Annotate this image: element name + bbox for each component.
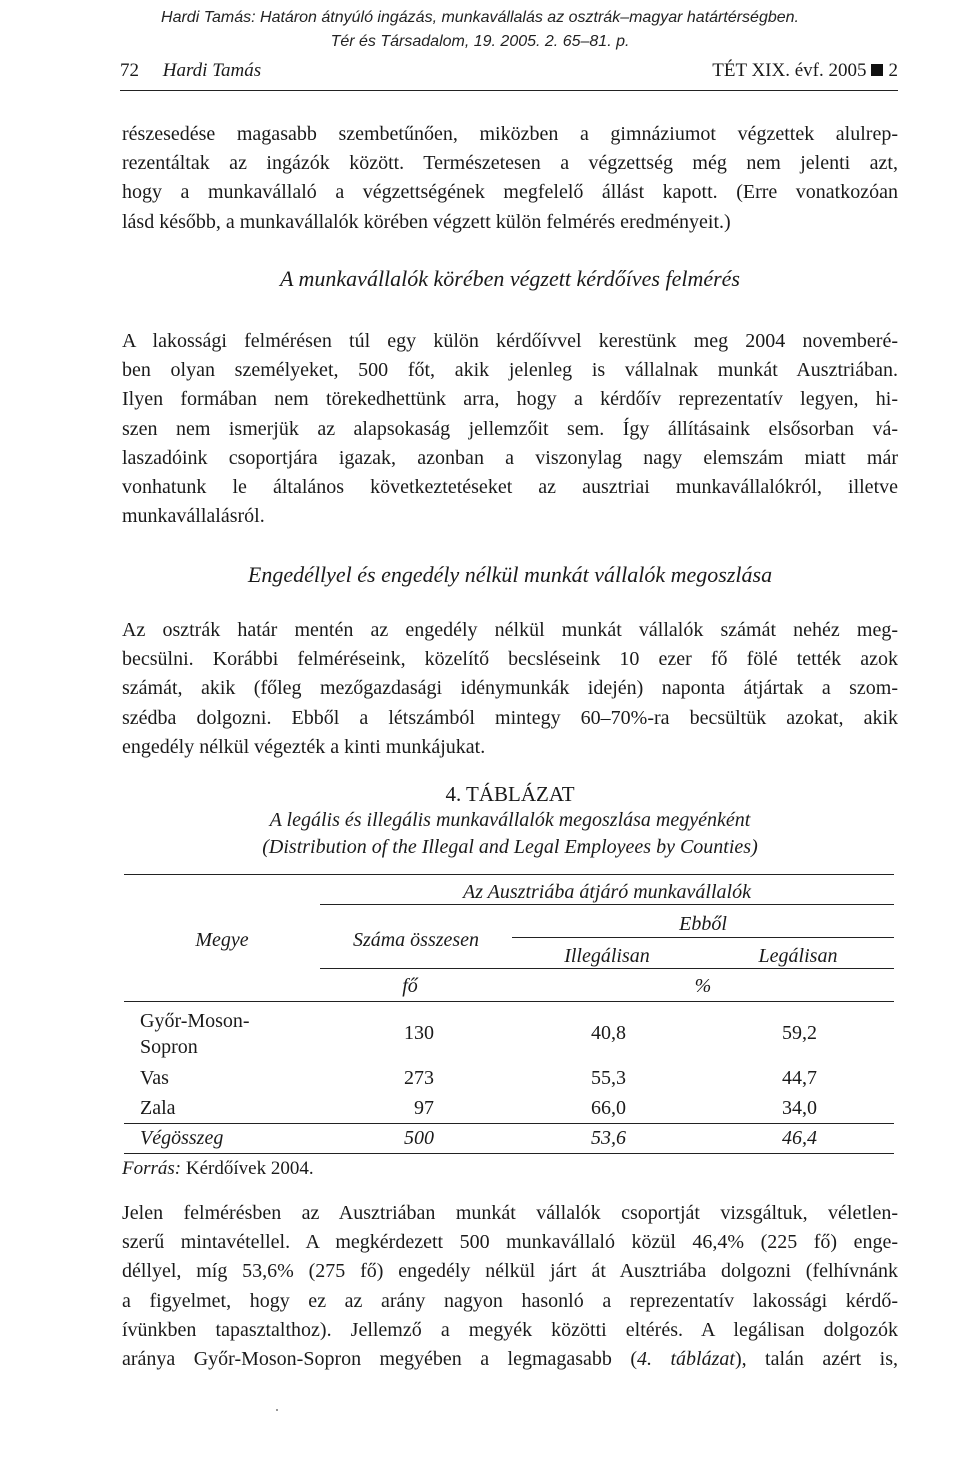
cell-county-total: Végösszeg	[140, 1127, 224, 1149]
header-of-which-rule	[512, 937, 894, 938]
header-bottom-rule	[124, 1001, 894, 1002]
section-heading-permits: Engedéllyel és engedély nélkül munkát vállalók megoszlása	[247, 562, 773, 587]
section-heading-survey: A munkavállalók körében végzett kérdőíves felmérés	[279, 266, 740, 291]
header-county: Megye	[195, 929, 249, 951]
cell-illegal: 40,8	[591, 1022, 626, 1044]
running-head-left	[120, 60, 261, 82]
running-head	[120, 60, 898, 91]
text-line: ívünkben tapasztalthoz). Jellemző a megyék közötti eltérés. A legálisan dolgozók	[122, 1318, 898, 1341]
cell-legal-total: 46,4	[782, 1127, 817, 1149]
text-line: rezentáltak az ingázók között. Természetesen a végzettség még nem jelenti azt,	[122, 152, 898, 175]
issue-number: 2	[888, 60, 898, 81]
page-number: 72	[120, 60, 139, 81]
cell-county: Győr-Moson-	[140, 1010, 250, 1032]
paragraph-3	[122, 616, 898, 762]
source-label: Forrás:	[122, 1158, 182, 1179]
cell-total: 273	[404, 1067, 434, 1089]
citation-line-1: Hardi Tamás: Határon átnyúló ingázás, munkavállalás az osztrák–magyar határtérségben.	[161, 9, 799, 26]
citation-line-2: Tér és Társadalom, 19. 2005. 2. 65–81. p.	[330, 33, 630, 50]
running-head-right	[712, 60, 898, 82]
running-author: Hardi Tamás	[162, 60, 262, 81]
source-text: Kérdőívek 2004.	[185, 1158, 314, 1179]
cell-total: 130	[404, 1022, 434, 1044]
cell-county: Sopron	[140, 1036, 198, 1058]
cell-legal: 59,2	[782, 1022, 817, 1044]
unit-percent: %	[694, 975, 712, 997]
table-source	[122, 1158, 314, 1180]
text-line: Jelen felmérésben az Ausztriában munkát vállalók csoportját vizsgáltuk, véletlen-	[122, 1202, 898, 1224]
cell-illegal: 55,3	[591, 1067, 626, 1089]
text-line: Az osztrák határ mentén az engedély nélkül munkát vállalók számát nehéz meg-	[122, 619, 898, 641]
text-line: szédba dolgozni. Ebből a létszámból mintegy 60–70%-ra becsültük azokat, akik	[122, 706, 898, 729]
body-bottom-rule	[124, 1123, 894, 1124]
text-line: Ilyen formában nem törekedhettünk arra, hogy a kérdőív reprezentatív legyen, hi-	[122, 388, 898, 411]
text-line: laszadóink csoportjára igazak, azonban a viszonylag nagy elemszám miatt már	[122, 446, 898, 469]
paragraph-4	[122, 1199, 898, 1374]
text-line: vonhatunk le általános következtetéseket az ausztriai munkavállalókról, illetve	[122, 476, 898, 499]
header-of-which: Ebből	[679, 913, 727, 935]
paragraph-2	[122, 327, 898, 531]
text-line: engedély nélkül végezték a kinti munkájukat.	[122, 735, 486, 758]
cell-illegal: 66,0	[591, 1097, 626, 1119]
cell-illegal-total: 53,6	[591, 1127, 626, 1149]
text-line: déllyel, míg 53,6% (275 fő) engedély nélkül járt át Ausztriába dolgozni (felhívnánk	[122, 1260, 898, 1283]
paragraph-1	[122, 120, 898, 237]
text-line: lásd később, a munkavállalók körében végzett külön felmérés eredményeit.)	[122, 210, 731, 233]
header-legal: Legálisan	[758, 945, 838, 967]
cell-county: Zala	[140, 1097, 176, 1119]
scan-speck	[276, 1409, 278, 1411]
table-bottom-rule	[124, 1153, 894, 1154]
table-title-en: (Distribution of the Illegal and Legal Employees by Counties)	[262, 836, 758, 858]
unit-persons: fő	[402, 975, 418, 997]
text-line: ben olyan személyeket, 500 főt, akik jelenleg is vállalnak munkát Ausztriában.	[122, 359, 898, 382]
header-group: Az Ausztriába átjáró munkavállalók	[463, 881, 751, 903]
square-bullet-icon	[871, 64, 883, 76]
text-line: szen nem ismerjük az alapsokaság jellemzőit sem. Így állításaink elsősorban vá-	[122, 417, 898, 440]
table-reference: 4. táblázat	[637, 1348, 735, 1371]
text-line: részesedése magasabb szembetűnően, miközben a gimnáziumot végzettek alulrep-	[122, 123, 898, 145]
text-line	[122, 1345, 898, 1374]
table-title-hu: A legális és illegális munkavállalók megoszlása megyénként	[269, 809, 751, 831]
text-line: munkavállalásról.	[122, 505, 265, 528]
header-group-rule	[320, 904, 894, 905]
header-total: Száma összesen	[352, 929, 480, 951]
cell-total: 97	[414, 1097, 434, 1119]
cell-total-total: 500	[404, 1127, 434, 1149]
text-line: szerű mintavétellel. A megkérdezett 500 munkavállaló közül 46,4% (225 fő) enge-	[122, 1231, 898, 1254]
table-number: 4. TÁBLÁZAT	[445, 782, 575, 806]
text-line: a figyelmet, hogy ez az arány nagyon hasonló a reprezentatív lakossági kérdő-	[122, 1289, 898, 1312]
cell-legal: 34,0	[782, 1097, 817, 1119]
text-line: A lakossági felmérésen túl egy külön kérdőívvel kerestünk meg 2004 novemberé-	[122, 330, 898, 352]
text-line: számát, akik (főleg mezőgazdasági idénymunkák idején) naponta átjártak a szom-	[122, 677, 898, 700]
cell-legal: 44,7	[782, 1067, 817, 1089]
header-sub-rule	[320, 968, 894, 969]
header-illegal: Illegálisan	[564, 945, 650, 967]
journal-info: TÉT XIX. évf. 2005	[712, 60, 867, 81]
text-fragment: ), talán azért is,	[734, 1348, 899, 1371]
text-line: becsülni. Korábbi felméréseink, közelítő becsléseink 10 ezer fő fölé tették azok	[122, 648, 898, 671]
cell-county: Vas	[140, 1067, 169, 1089]
text-line: hogy a munkavállaló a végzettségének megfelelő állást kapott. (Erre vonatkozóan	[122, 181, 898, 204]
table-top-rule	[124, 874, 894, 875]
text-fragment: aránya Győr-Moson-Sopron megyében a legmagasabb (	[122, 1348, 638, 1371]
